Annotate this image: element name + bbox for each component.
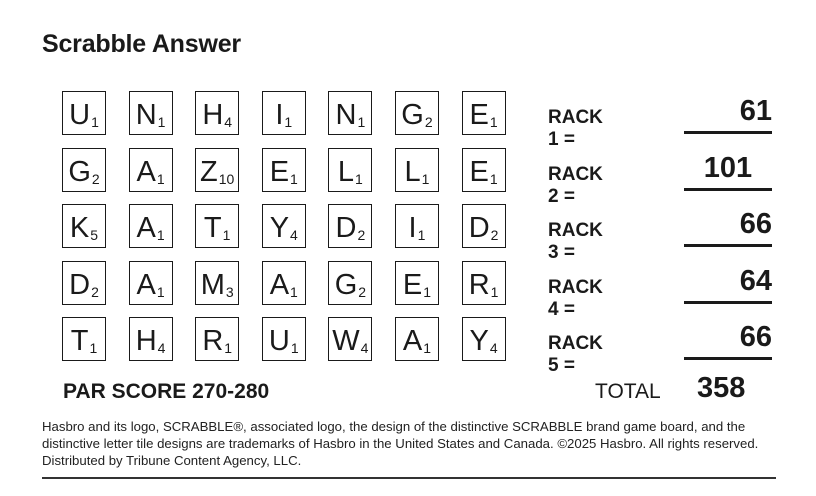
tile-point-value: 1 (417, 227, 426, 243)
tile-letter: N (335, 99, 357, 131)
letter-tile (462, 91, 506, 135)
tile-point-value: 2 (358, 283, 367, 300)
tile-letter: A (402, 325, 423, 357)
tile-point-value: 1 (222, 227, 231, 243)
letter-tile (129, 261, 173, 305)
tile-letter: D (335, 212, 357, 244)
letter-tile (462, 317, 506, 361)
tile-letter: E (469, 99, 489, 131)
tile-letter: M (200, 268, 225, 301)
tile-letter: G (334, 268, 358, 301)
tile-letter: U (268, 325, 290, 357)
letter-tile (262, 261, 306, 305)
tile-point-value: 10 (218, 170, 235, 187)
tile-point-value: 1 (489, 114, 498, 130)
tile-point-value: 1 (421, 170, 430, 187)
letter-tile (462, 204, 506, 248)
tile-point-value: 1 (284, 114, 293, 130)
rack-label: RACK 4 = (548, 276, 603, 320)
tile-letter: A (136, 212, 156, 244)
letter-tile (262, 204, 306, 248)
tile-letter: G (68, 155, 91, 188)
tile-point-value: 1 (156, 170, 165, 187)
tile-point-value: 3 (225, 283, 234, 300)
tile-row (62, 148, 528, 195)
tile-point-value: 1 (290, 340, 299, 356)
letter-tile (195, 317, 239, 361)
rack-label: RACK 2 = (548, 163, 603, 207)
rack-score: 66 (684, 205, 772, 247)
trademark-disclaimer: Hasbro and its logo, SCRABBLE®, associated logo, the design of the distinctive SCRABBLE brand game board, and the distinctive letter tile designs are trademarks of Hasbro in the United States and Canada. ©2025 Hasbro. All rights reserved. Distributed by Tribune Content Agency, LLC. (42, 419, 759, 468)
total-label: TOTAL (595, 380, 661, 403)
letter-tile (262, 91, 306, 135)
tile-letter: D (69, 268, 91, 301)
rack-score: 66 (684, 318, 772, 360)
par-score: PAR SCORE 270-280 (63, 380, 270, 403)
tile-point-value: 2 (91, 170, 100, 187)
tile-point-value: 1 (290, 283, 298, 300)
tile-letter: A (136, 155, 156, 188)
tile-point-value: 1 (224, 340, 233, 356)
tile-letter: T (203, 212, 222, 244)
letter-tile (395, 91, 439, 135)
tile-letter: A (269, 268, 290, 301)
tile-letter: D (468, 212, 490, 244)
tile-point-value: 2 (490, 227, 499, 243)
tile-point-value: 1 (423, 340, 432, 356)
tile-point-value: 2 (91, 283, 99, 300)
page-title: Scrabble Answer (42, 30, 241, 58)
tile-letter: R (468, 268, 490, 301)
letter-tile (129, 317, 173, 361)
tile-point-value: 1 (89, 340, 98, 356)
tile-point-value: 1 (357, 114, 366, 130)
rack-score: 101 (684, 149, 772, 191)
letter-tile (262, 148, 306, 192)
tile-letter: Y (469, 325, 489, 357)
tile-letter: L (337, 155, 355, 188)
tile-letter: W (332, 325, 360, 357)
tile-point-value: 5 (90, 227, 99, 243)
rack-score: 64 (684, 262, 772, 304)
letter-tile (395, 148, 439, 192)
letter-tile (328, 148, 372, 192)
tile-row (62, 317, 528, 364)
tile-point-value: 1 (290, 170, 298, 187)
tile-point-value: 4 (157, 340, 166, 356)
tile-letter: E (469, 155, 489, 188)
tile-letter: Z (200, 155, 218, 188)
tile-letter: H (135, 325, 157, 357)
letter-tile (195, 261, 239, 305)
letter-tile (195, 148, 239, 192)
tile-letter: L (404, 155, 421, 188)
rack-label: RACK 1 = (548, 107, 603, 150)
tile-point-value: 4 (224, 114, 233, 130)
tile-letter: N (135, 99, 157, 131)
letter-tile (328, 261, 372, 305)
tile-point-value: 1 (156, 227, 165, 243)
rack-label: RACK 5 = (548, 333, 603, 376)
tile-letter: Y (269, 212, 290, 244)
letter-tile (462, 261, 506, 305)
letter-tile (129, 91, 173, 135)
tile-point-value: 4 (489, 340, 498, 356)
total-value: 358 (697, 372, 746, 404)
tile-point-value: 4 (290, 227, 298, 243)
letter-tile (462, 148, 506, 192)
letter-tile (195, 204, 239, 248)
tile-point-value: 1 (355, 170, 363, 187)
letter-tile (62, 204, 106, 248)
tile-row (62, 204, 528, 251)
tile-point-value: 1 (490, 283, 499, 300)
tile-letter: H (202, 99, 224, 131)
tile-point-value: 1 (157, 114, 166, 130)
letter-tile (62, 261, 106, 305)
tile-letter: E (402, 268, 423, 301)
tile-letter: G (401, 99, 424, 131)
letter-tile (395, 261, 439, 305)
letter-tile (328, 317, 372, 361)
bottom-divider (42, 477, 776, 479)
tile-point-value: 2 (357, 227, 366, 243)
letter-tile (62, 317, 106, 361)
tile-point-value: 4 (360, 340, 369, 356)
letter-tile (129, 204, 173, 248)
tile-point-value: 2 (424, 114, 433, 130)
letter-tile (195, 91, 239, 135)
letter-tile (328, 204, 372, 248)
rack-label: RACK 3 = (548, 220, 603, 263)
letter-tile (62, 148, 106, 192)
tile-letter: E (269, 155, 290, 188)
tile-letter: I (275, 99, 284, 131)
tile-row (62, 261, 528, 308)
rack-score: 61 (684, 92, 772, 134)
letter-tile (129, 148, 173, 192)
tile-point-value: 1 (91, 114, 99, 130)
tile-letter: A (136, 268, 156, 301)
tile-letter: I (408, 212, 417, 244)
tile-letter: U (69, 99, 91, 131)
tile-letter: T (70, 325, 89, 357)
letter-tile (395, 317, 439, 361)
tile-letter: K (69, 212, 90, 244)
tile-grid (62, 91, 528, 374)
letter-tile (395, 204, 439, 248)
tile-point-value: 1 (489, 170, 498, 187)
tile-row (62, 91, 528, 138)
letter-tile (328, 91, 372, 135)
letter-tile (262, 317, 306, 361)
tile-point-value: 1 (423, 283, 432, 300)
letter-tile (62, 91, 106, 135)
tile-point-value: 1 (156, 283, 165, 300)
tile-letter: R (202, 325, 224, 357)
